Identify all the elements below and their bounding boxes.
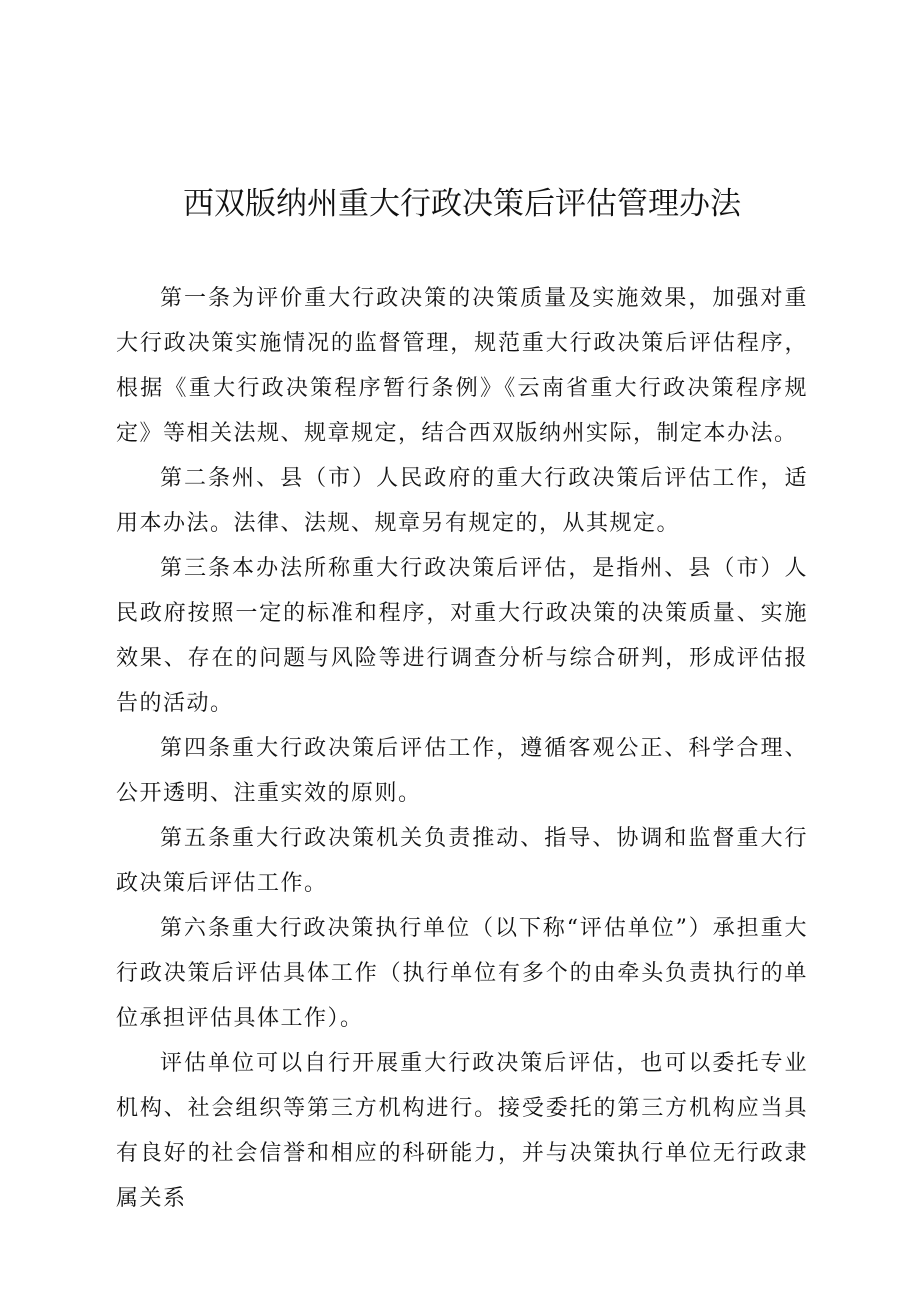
document-body	[116, 276, 808, 1221]
article-4-paragraph: 第四条重大行政决策后评估工作，遵循客观公正、科学合理、公开透明、注重实效的原则。	[116, 736, 808, 806]
article-6-paragraph: 第六条重大行政决策执行单位（以下称“评估单位”）承担重大行政决策后评估具体工作（执行单位有多个的由牵头负责执行的单位承担评估具体工作）。	[116, 916, 808, 1031]
article-2-paragraph: 第二条州、县（市）人民政府的重大行政决策后评估工作，适用本办法。法律、法规、规章另有规定的，从其规定。	[116, 466, 808, 536]
document-title: 西双版纳州重大行政决策后评估管理办法	[183, 186, 741, 222]
article-6-continuation-paragraph: 评估单位可以自行开展重大行政决策后评估，也可以委托专业机构、社会组织等第三方机构进行。接受委托的第三方机构应当具有良好的社会信誉和相应的科研能力，并与决策执行单位无行政隶属关系	[116, 1051, 808, 1211]
article-5-paragraph: 第五条重大行政决策机关负责推动、指导、协调和监督重大行政决策后评估工作。	[116, 826, 808, 896]
article-1-paragraph: 第一条为评价重大行政决策的决策质量及实施效果，加强对重大行政决策实施情况的监督管理，规范重大行政决策后评估程序，根据《重大行政决策程序暂行条例》《云南省重大行政决策程序规定》等相关法规、规章规定，结合西双版纳州实际，制定本办法。	[116, 286, 808, 446]
article-3-paragraph: 第三条本办法所称重大行政决策后评估，是指州、县（市）人民政府按照一定的标准和程序，对重大行政决策的决策质量、实施效果、存在的问题与风险等进行调查分析与综合研判，形成评估报告的活动。	[116, 556, 808, 716]
